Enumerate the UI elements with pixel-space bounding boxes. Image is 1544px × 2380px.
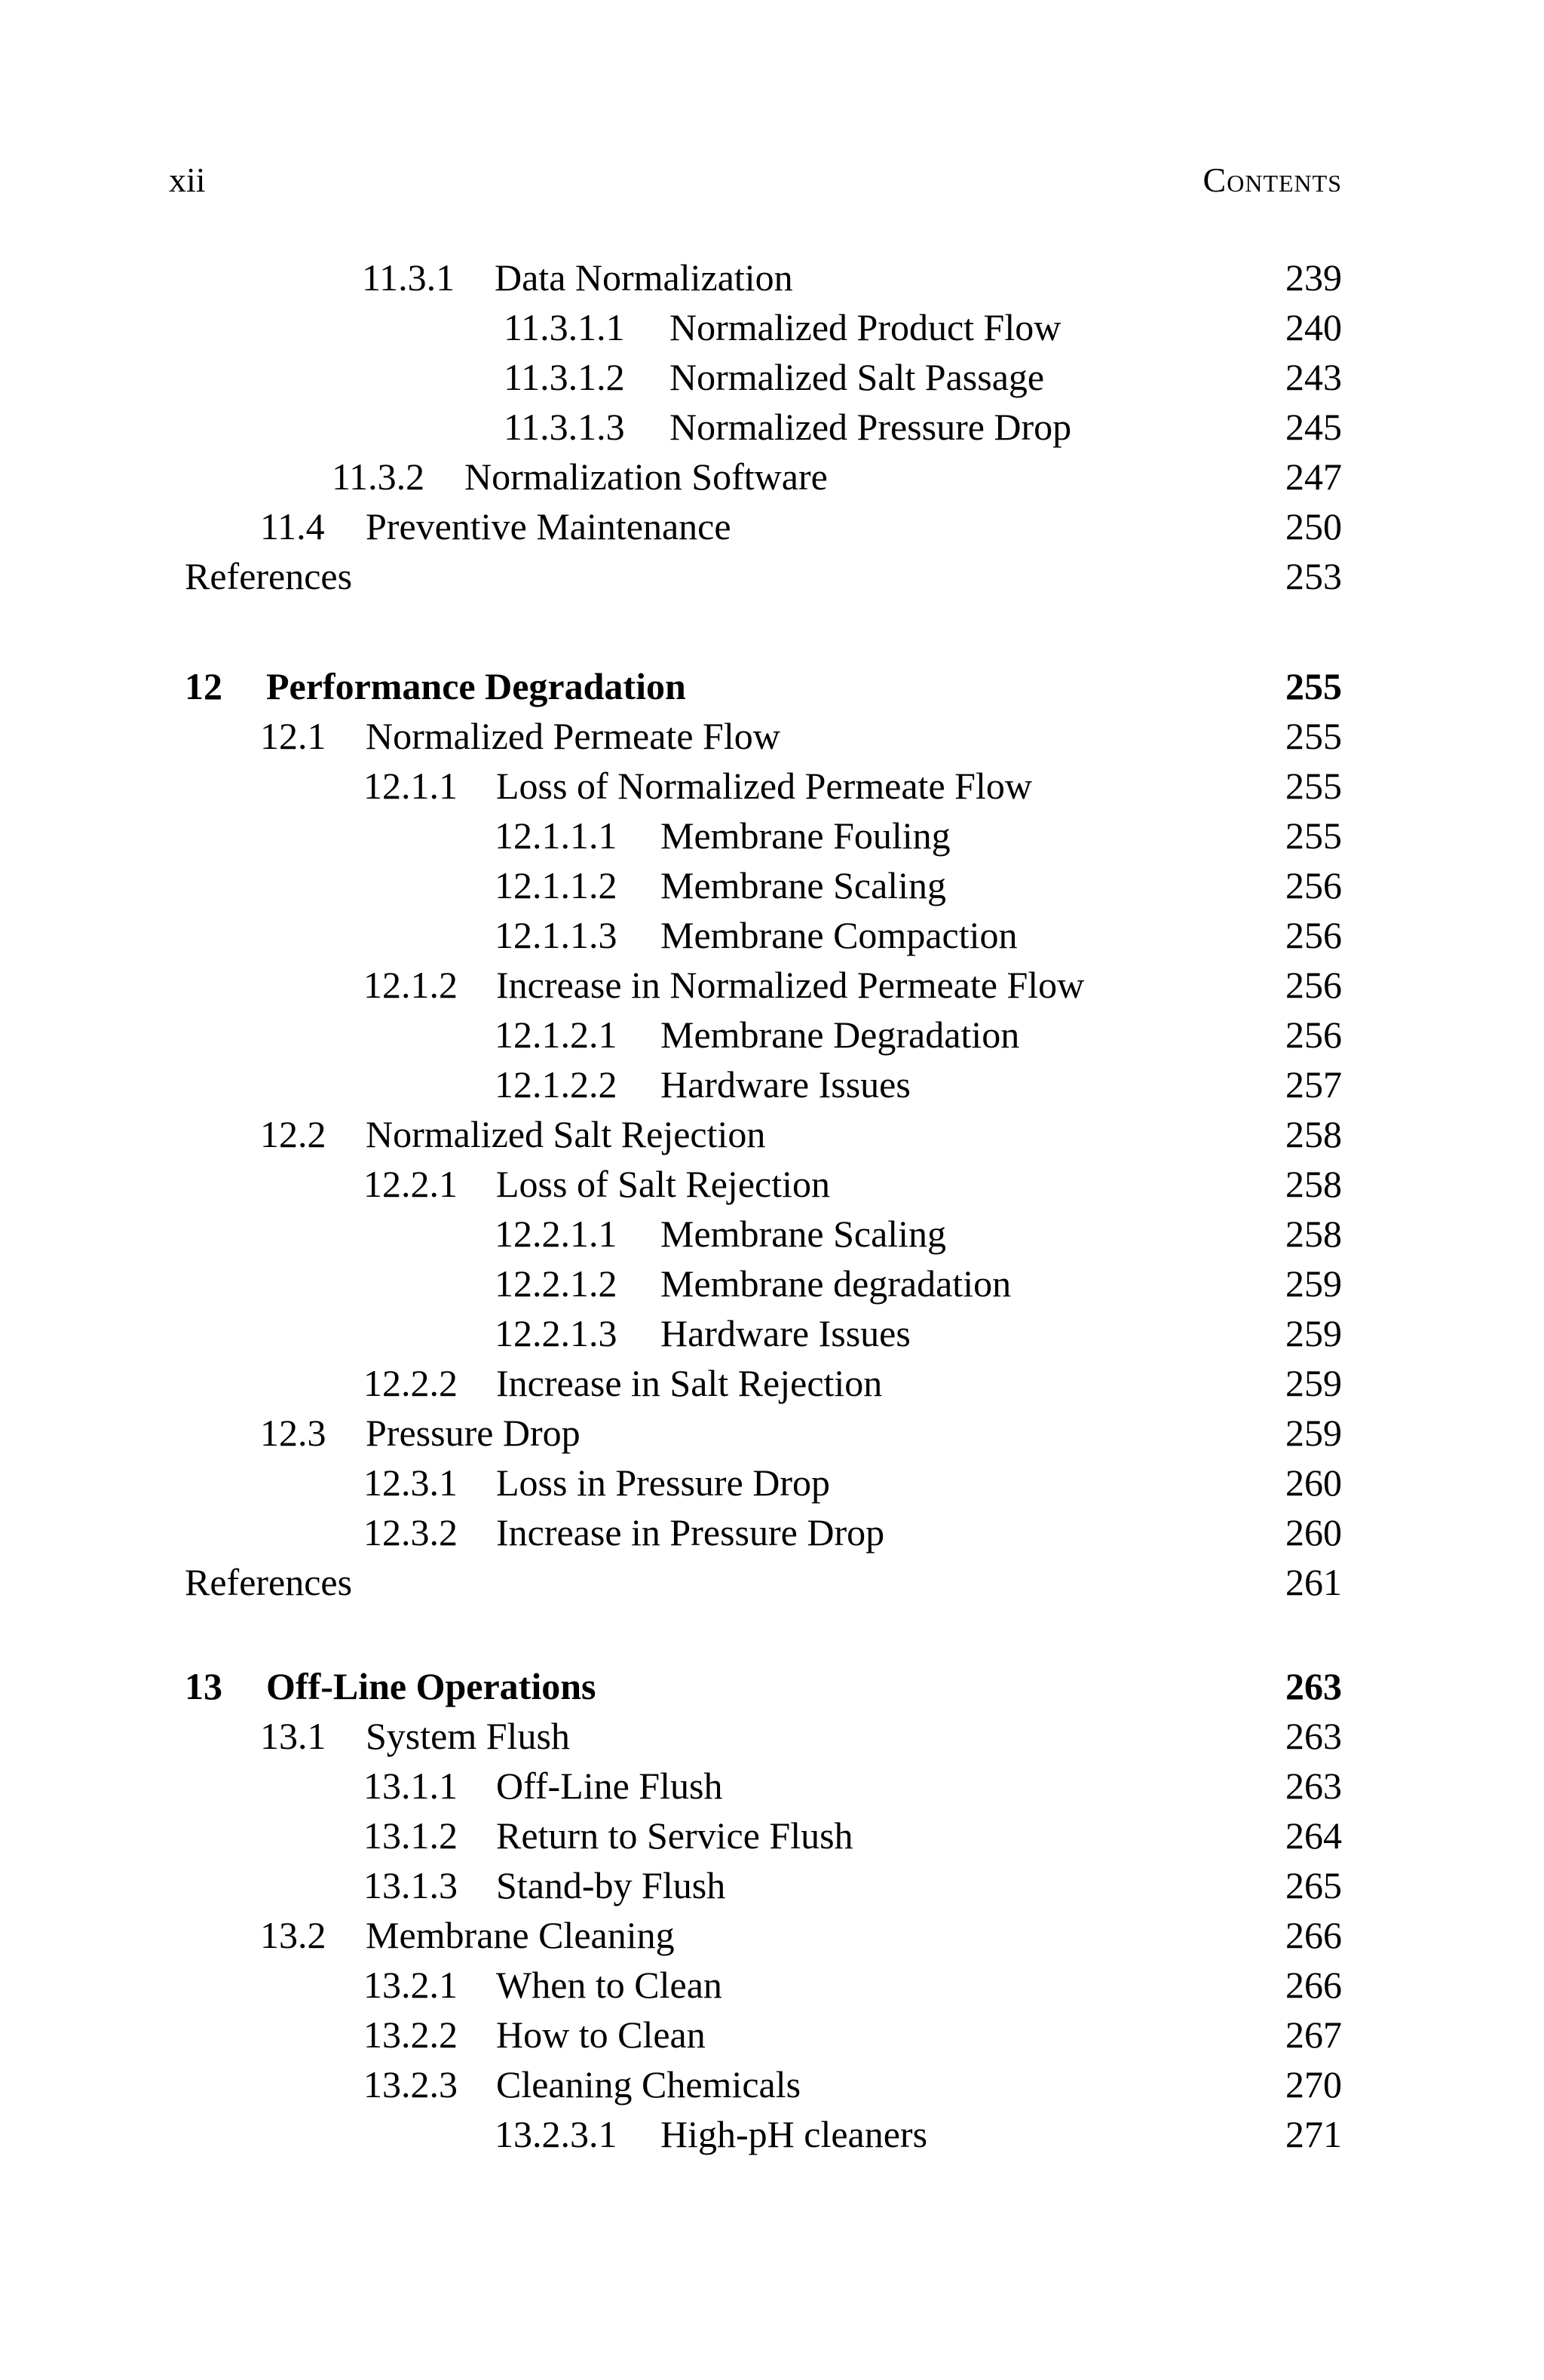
entry-number: 13.2.3 [363,2063,458,2106]
entry-page: 259 [1285,1362,1342,1404]
entry-page: 250 [1285,505,1342,547]
toc-references [185,554,1342,599]
toc-entry [495,1211,1342,1256]
entry-page: 243 [1285,356,1342,398]
entry-title: Normalization Software [464,455,828,498]
entry-title: Membrane Cleaning [366,1914,675,1956]
entry-title: Membrane Fouling [660,814,951,857]
entry-page: 255 [1285,814,1342,857]
entry-page: 264 [1285,1814,1342,1857]
toc-entry [363,1161,1342,1207]
toc-entry [504,354,1342,400]
toc-entry [332,454,1342,499]
running-section-title: Contents [1202,161,1342,199]
toc-entry [495,1062,1342,1107]
entry-title: Membrane Scaling [660,1213,947,1255]
entry-number: 13.1 [260,1715,326,1757]
entry-title: Increase in Normalized Permeate Flow [496,964,1085,1006]
entry-title: Hardware Issues [660,1312,911,1354]
entry-page: 257 [1285,1063,1342,1106]
entry-title: Normalized Pressure Drop [669,406,1072,448]
entry-page: 239 [1285,256,1342,299]
entry-number: 13.1.2 [363,1814,458,1857]
entry-number: 12.1.1.1 [495,814,617,857]
chapter-number: 12 [185,665,222,707]
toc-entry [260,1112,1342,1157]
entry-page: 263 [1285,1715,1342,1757]
toc-entry [260,1410,1342,1455]
toc-entry [260,1912,1342,1958]
entry-title: When to Clean [496,1964,722,2006]
entry-page: 259 [1285,1312,1342,1354]
entry-page: 258 [1285,1163,1342,1205]
toc-entry [363,1460,1342,1505]
entry-title: Normalized Product Flow [669,306,1062,348]
entry-title: System Flush [366,1715,570,1757]
entry-page: 256 [1285,1014,1342,1056]
entry-number: 12.3.2 [363,1511,458,1553]
entry-page: 253 [1285,555,1342,597]
entry-number: 12.1.2.2 [495,1063,617,1106]
entry-number: 11.3.1.3 [504,406,625,448]
entry-title: Normalized Salt Rejection [366,1113,766,1155]
entry-title: High-pH cleaners [660,2113,928,2155]
toc-entry [495,1311,1342,1356]
entry-number: 11.3.1 [362,256,455,299]
entry-page: 261 [1285,1561,1342,1603]
entry-page: 266 [1285,1914,1342,1956]
entry-number: 13.1.1 [363,1765,458,1807]
toc-entry [260,504,1342,549]
entry-number: 12.3 [260,1412,326,1454]
toc-references [185,1560,1342,1605]
entry-title: Loss in Pressure Drop [496,1461,831,1504]
entry-page: 263 [1285,1765,1342,1807]
entry-title: Membrane Compaction [660,914,1018,956]
entry-page: 255 [1285,665,1342,707]
entry-page: 259 [1285,1262,1342,1305]
entry-page: 258 [1285,1213,1342,1255]
entry-number: 11.3.1.2 [504,356,625,398]
entry-number: 12.1.2 [363,964,458,1006]
entry-number: 13.2.2 [363,2013,458,2056]
entry-title: Increase in Pressure Drop [496,1511,885,1553]
entry-title: Off-Line Flush [496,1765,723,1807]
entry-number: 12.1.1.2 [495,864,617,906]
entry-title: Data Normalization [495,256,793,299]
entry-title: Stand-by Flush [496,1864,726,1906]
entry-number: 13.2.3.1 [495,2113,617,2155]
entry-number: 11.4 [260,505,325,547]
entry-number: 12.2.2 [363,1362,458,1404]
entry-title: Normalized Permeate Flow [366,715,780,757]
entry-number: 12.1.1.3 [495,914,617,956]
entry-number: 12.2.1.1 [495,1213,617,1255]
entry-title: Membrane degradation [660,1262,1012,1305]
entry-number: 12.2.1.3 [495,1312,617,1354]
entry-page: 258 [1285,1113,1342,1155]
chapter-title: Performance Degradation [266,665,686,707]
toc-entry [363,1360,1342,1406]
entry-number: 11.3.1.1 [504,306,625,348]
entry-title: Hardware Issues [660,1063,911,1106]
entry-number: 13.2 [260,1914,326,1956]
toc-entry [495,1012,1342,1057]
entry-number: 12.3.1 [363,1461,458,1504]
toc-entry [363,1763,1342,1808]
entry-number: 12.2 [260,1113,326,1155]
entry-page: 267 [1285,2013,1342,2056]
entry-title: References [185,1561,353,1603]
entry-title: Cleaning Chemicals [496,2063,801,2106]
entry-page: 259 [1285,1412,1342,1454]
toc-entry [363,2062,1342,2107]
entry-title: Normalized Salt Passage [669,356,1045,398]
entry-number: 13.1.3 [363,1864,458,1906]
toc-entry [260,713,1342,759]
toc-entry [504,305,1342,350]
entry-page: 240 [1285,306,1342,348]
entry-page: 260 [1285,1461,1342,1504]
entry-title: Pressure Drop [366,1412,581,1454]
entry-number: 12.2.1.2 [495,1262,617,1305]
toc-entry [363,1962,1342,2007]
entry-title: Return to Service Flush [496,1814,853,1857]
toc-chapter [185,1664,1342,1709]
entry-page: 247 [1285,455,1342,498]
toc-entry [504,404,1342,449]
toc-entry [260,1713,1342,1759]
toc-entry [495,912,1342,958]
entry-number: 12.2.1 [363,1163,458,1205]
toc-entry [495,863,1342,908]
entry-page: 266 [1285,1964,1342,2006]
entry-title: How to Clean [496,2013,706,2056]
toc-entry [495,2112,1342,2157]
entry-page: 256 [1285,964,1342,1006]
entry-page: 245 [1285,406,1342,448]
entry-page: 255 [1285,715,1342,757]
entry-title: Loss of Salt Rejection [496,1163,830,1205]
entry-number: 12.1 [260,715,326,757]
entry-page: 260 [1285,1511,1342,1553]
toc-entry [495,813,1342,858]
entry-number: 11.3.2 [332,455,425,498]
running-head [169,160,1342,205]
toc-entry [363,1863,1342,1908]
toc-chapter [185,664,1342,709]
entry-number: 12.1.2.1 [495,1014,617,1056]
entry-title: Membrane Scaling [660,864,947,906]
chapter-title: Off-Line Operations [266,1665,596,1707]
entry-title: References [185,555,353,597]
toc-entry [363,2012,1342,2057]
entry-title: Increase in Salt Rejection [496,1362,883,1404]
entry-page: 263 [1285,1665,1342,1707]
entry-number: 13.2.1 [363,1964,458,2006]
entry-page: 270 [1285,2063,1342,2106]
toc-entry [363,1510,1342,1555]
entry-title: Loss of Normalized Permeate Flow [496,765,1032,807]
toc-entry [363,1813,1342,1858]
chapter-number: 13 [185,1665,222,1707]
entry-title: Membrane Degradation [660,1014,1020,1056]
entry-page: 256 [1285,864,1342,906]
toc-entry [362,255,1342,300]
toc-entry [495,1261,1342,1306]
toc-entry [363,763,1342,808]
entry-page: 265 [1285,1864,1342,1906]
toc-entry [363,962,1342,1008]
entry-page: 256 [1285,914,1342,956]
entry-title: Preventive Maintenance [366,505,731,547]
entry-page: 255 [1285,765,1342,807]
entry-number: 12.1.1 [363,765,458,807]
entry-page: 271 [1285,2113,1342,2155]
page-folio: xii [169,161,206,199]
